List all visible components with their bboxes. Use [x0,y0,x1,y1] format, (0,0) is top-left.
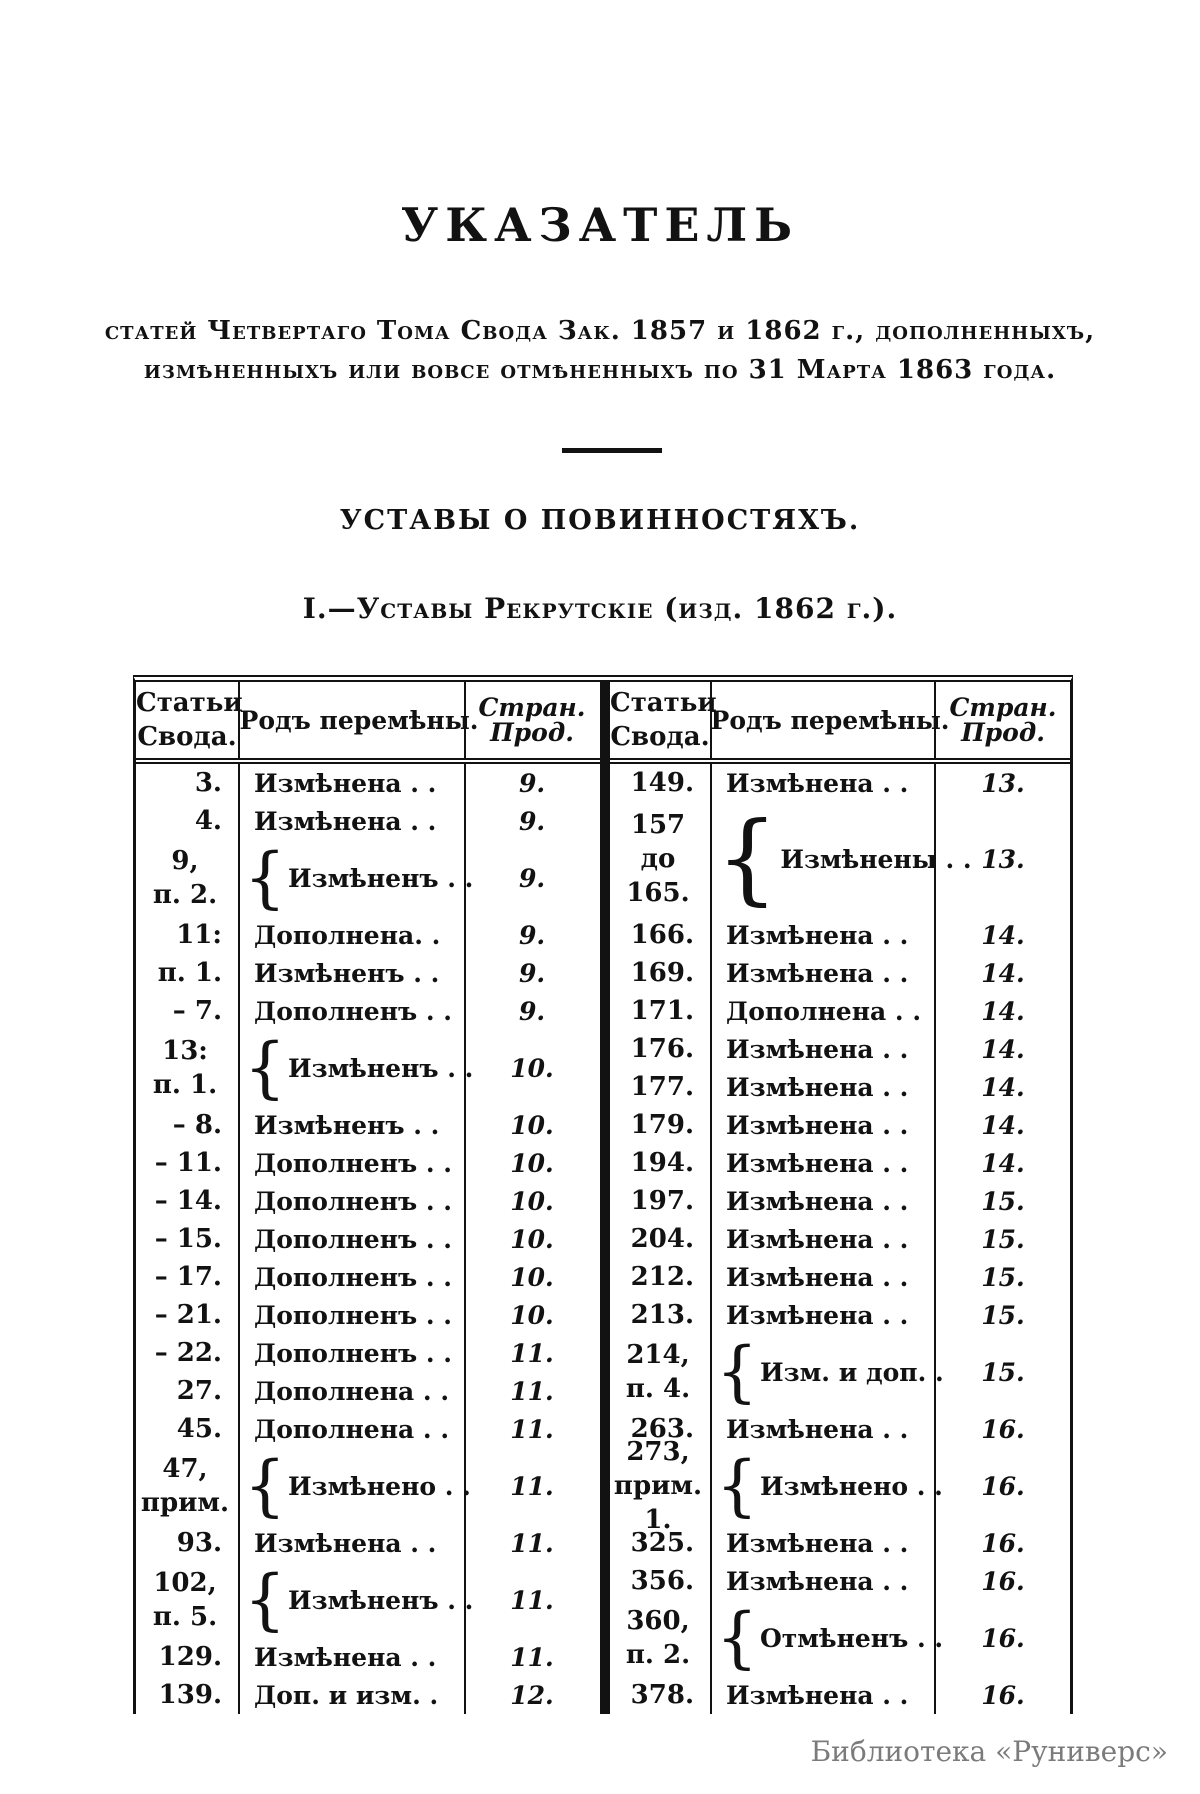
article-number-cell [610,1106,712,1144]
table-row [136,1524,600,1562]
article-number-line: 177. [630,1072,694,1102]
article-number-line: 360, [626,1606,690,1636]
article-number-line: 93. [176,1528,222,1558]
table-header-right [610,682,1070,764]
article-number-cell [136,1106,240,1144]
article-number-line: 169. [630,958,694,988]
change-type-label: Измѣненъ . . [288,863,474,893]
table-left-half [136,682,600,1714]
table-row [610,1106,1070,1144]
change-type-cell [712,954,936,992]
article-number-cell [610,1068,712,1106]
table-row [136,916,600,954]
page-number-cell: 10. [510,1148,554,1178]
page-number-cell: 15. [981,1262,1025,1292]
table-row [136,1144,600,1182]
page-number-cell: 14. [981,958,1025,988]
article-number-line: 176. [630,1034,694,1064]
article-number-cell [136,992,240,1030]
article-number-line: п. 4. [625,1374,691,1404]
change-type-cell [240,1410,466,1448]
article-number-line: п. 1. [152,1070,218,1100]
article-number-line: 378. [630,1680,694,1710]
table-row [610,1030,1070,1068]
change-type-cell [240,1258,466,1296]
table-row [610,1334,1070,1410]
table-row [610,992,1070,1030]
change-type-label: Доп. и изм. . [254,1680,439,1710]
library-watermark: Библиотека «Руниверс» [810,1735,1168,1768]
change-type-cell [240,764,466,802]
article-number-line: 149. [630,768,694,798]
table-row [610,1600,1070,1676]
subtitle-line-1: статей Четвертаго Тома Свода Зак. 1857 и 1862 г., дополненныхъ, [104,316,1096,346]
article-number-cell [136,1220,240,1258]
change-type-label: Измѣнена . . [726,1072,909,1102]
change-type-label: Измѣнены . . [780,844,972,874]
table-row [136,1220,600,1258]
article-number-cell [610,1437,712,1535]
change-type-cell [240,1676,466,1714]
article-number-cell [610,1030,712,1068]
article-number-line: до [640,844,676,874]
page-number-cell: 14. [981,1034,1025,1064]
change-type-cell [712,1030,936,1068]
page-number-cell: 16. [981,1471,1025,1501]
table-header-left [136,682,600,764]
table-row [610,1296,1070,1334]
article-number-cell [136,1296,240,1334]
change-type-cell: { Измѣненъ . . [240,1030,466,1106]
article-number-line: 204. [630,1224,694,1254]
change-type-label: Измѣнена . . [726,920,909,950]
change-type-label: Измѣненъ . . [254,958,440,988]
article-number-cell [136,1258,240,1296]
change-type-cell [712,1296,936,1334]
article-number-cell [136,1410,240,1448]
article-number-line: 179. [630,1110,694,1140]
article-number-cell [610,1296,712,1334]
article-number-line: – 15. [154,1224,222,1254]
article-number-cell [610,1182,712,1220]
subtitle-line-2: измѣненныхъ или вовсе отмѣненныхъ по 31 Марта 1863 года. [143,355,1057,385]
table-row [136,1258,600,1296]
article-number-cell [136,1676,240,1714]
table-body-left [136,764,600,1714]
document-subtitle [100,312,1100,390]
article-number-cell [136,916,240,954]
table-row [610,764,1070,802]
section-heading: УСТАВЫ О ПОВИННОСТЯХЪ. [339,505,861,536]
change-type-label: Отмѣненъ . . [760,1623,944,1653]
article-number-line: – 7. [172,996,222,1026]
article-number-cell [610,1600,712,1676]
table-row [610,1676,1070,1714]
table-right-half [610,682,1070,1714]
change-type-label: Измѣненъ . . [288,1053,474,1083]
article-number-line: 13: [162,1036,208,1066]
table-row [136,954,600,992]
change-type-label: Измѣнена . . [726,1528,909,1558]
change-type-label: Измѣнена . . [726,1262,909,1292]
article-number-line: 47, [162,1454,208,1484]
change-type-label: Измѣнена . . [726,1034,909,1064]
page-number-cell: 11. [510,1376,554,1406]
article-number-cell [136,1638,240,1676]
change-type-cell [712,1106,936,1144]
article-number-cell [610,954,712,992]
table-row [136,1562,600,1638]
change-type-label: Дополненъ . . [254,1148,452,1178]
change-type-label: Измѣнена . . [726,1224,909,1254]
article-number-line: – 17. [154,1262,222,1292]
table-row [610,954,1070,992]
article-number-cell [136,802,240,840]
change-type-cell [712,1524,936,1562]
subsection-heading: I.—Уставы Рекрутскіе (изд. 1862 г.). [302,592,898,625]
article-number-cell [610,1144,712,1182]
page-number-cell: 15. [981,1357,1025,1387]
change-type-label: Дополнена . . [254,1414,450,1444]
article-number-line: 171. [630,996,694,1026]
article-number-line: 3. [194,768,222,798]
change-type-cell [712,1068,936,1106]
table-row [136,1182,600,1220]
article-number-cell [610,1524,712,1562]
change-type-label: Изм. и доп. . [760,1357,944,1387]
article-number-line: – 14. [154,1186,222,1216]
table-row [610,1068,1070,1106]
article-number-line: прим. [140,1488,230,1518]
page-number-cell: 15. [981,1186,1025,1216]
page-number-cell: 14. [981,1072,1025,1102]
page-number-cell: 14. [981,996,1025,1026]
article-number-line: п. 2. [152,880,218,910]
header-page-column: Стран. Прод. [949,693,1057,747]
article-number-cell [610,802,712,916]
table-row [136,1410,600,1448]
article-number-line: прим. 1. [613,1471,703,1535]
article-number-line: 194. [630,1148,694,1178]
change-type-cell [712,1144,936,1182]
page-number-cell: 12. [510,1680,554,1710]
change-type-label: Дополненъ . . [254,1300,452,1330]
change-type-cell: { Отмѣненъ . . [712,1600,936,1676]
article-number-cell [610,1334,712,1410]
change-type-label: Измѣнена . . [726,768,909,798]
article-number-cell [610,1258,712,1296]
change-type-cell [712,1182,936,1220]
change-type-label: Измѣнена . . [726,1186,909,1216]
table-row [136,764,600,802]
table-center-divider [600,682,610,1714]
change-type-label: Дополненъ . . [254,1338,452,1368]
page-number-cell: 16. [981,1623,1025,1653]
article-number-cell [136,1448,240,1524]
page-title: УКАЗАТЕЛЬ [400,198,800,252]
page-number-cell: 13. [981,844,1025,874]
page-number-cell: 15. [981,1300,1025,1330]
header-change-column: Родъ перемѣны. [712,682,936,758]
page-number-cell: 11. [510,1471,554,1501]
page-number-cell: 10. [510,1053,554,1083]
table-row [136,1676,600,1714]
page-number-cell: 15. [981,1224,1025,1254]
page-number-cell: 16. [981,1528,1025,1558]
page-number-cell: 10. [510,1186,554,1216]
header-page-column: Стран. Прод. [478,693,586,747]
change-type-cell [712,916,936,954]
page-number-cell: 9. [518,806,546,836]
table-row [610,1144,1070,1182]
change-type-cell: { Измѣнены . . [712,802,936,916]
table-row [610,1562,1070,1600]
change-type-label: Измѣнена . . [726,1110,909,1140]
change-type-label: Измѣнена . . [254,806,437,836]
change-type-cell [240,1334,466,1372]
page-number-cell: 9. [518,863,546,893]
table-row [136,1296,600,1334]
page-number-cell: 14. [981,1110,1025,1140]
change-type-cell [240,1296,466,1334]
article-number-line: 197. [630,1186,694,1216]
table-row [136,1372,600,1410]
change-type-label: Измѣнена . . [726,958,909,988]
article-number-line: 212. [630,1262,694,1292]
article-number-line: п. 1. [157,958,222,988]
article-number-line: – 11. [154,1148,222,1178]
page-number-cell: 11. [510,1585,554,1615]
table-row [136,1106,600,1144]
article-number-line: 11: [176,920,222,950]
change-type-cell: { Измѣненъ . . [240,1562,466,1638]
change-type-cell: { Измѣненъ . . [240,840,466,916]
article-number-line: 139. [158,1680,222,1710]
article-number-cell [610,1220,712,1258]
change-type-label: Дополнена. . [254,920,441,950]
article-number-line: п. 5. [152,1602,218,1632]
table-body-right [610,764,1070,1714]
article-number-cell [610,992,712,1030]
change-type-label: Измѣнена . . [254,768,437,798]
change-type-label: Дополненъ . . [254,1262,452,1292]
table-row [610,802,1070,916]
page-number-cell: 11. [510,1338,554,1368]
change-type-label: Измѣнена . . [254,1528,437,1558]
article-number-line: 214, [626,1340,690,1370]
change-type-label: Дополненъ . . [254,1186,452,1216]
table-row [136,1334,600,1372]
change-type-cell [712,1410,936,1448]
table-row [610,1524,1070,1562]
change-type-label: Измѣнена . . [726,1566,909,1596]
page-number-cell: 10. [510,1110,554,1140]
article-number-cell [136,764,240,802]
change-type-label: Измѣнено . . [288,1471,471,1501]
change-type-cell [712,1258,936,1296]
page-number-cell: 10. [510,1300,554,1330]
change-type-label: Измѣненъ . . [288,1585,474,1615]
article-number-cell [610,1562,712,1600]
article-number-line: 213. [630,1300,694,1330]
article-number-line: – 21. [154,1300,222,1330]
change-type-label: Измѣнена . . [726,1414,909,1444]
article-number-line: 166. [630,920,694,950]
change-type-cell [240,992,466,1030]
article-number-line: 129. [158,1642,222,1672]
article-number-cell [136,1030,240,1106]
change-type-cell [240,1524,466,1562]
article-number-cell [136,954,240,992]
change-type-cell [712,1562,936,1600]
page-number-cell: 11. [510,1414,554,1444]
change-type-label: Измѣнена . . [726,1300,909,1330]
article-number-cell [136,1524,240,1562]
article-number-cell [136,1144,240,1182]
article-number-line: 356. [630,1566,694,1596]
change-type-cell [712,1676,936,1714]
header-article-column: Статьи Свода. [136,682,240,758]
page-number-cell: 9. [518,958,546,988]
change-type-cell [240,954,466,992]
page-number-cell: 11. [510,1642,554,1672]
change-type-label: Дополненъ . . [254,1224,452,1254]
header-article-column: Статьи Свода. [610,682,712,758]
change-type-label: Измѣнена . . [254,1642,437,1672]
page-number-cell: 16. [981,1680,1025,1710]
table-row [610,1437,1070,1535]
change-type-label: Измѣнена . . [726,1148,909,1178]
change-type-label: Дополнена . . [254,1376,450,1406]
change-type-cell: { Измѣнено . . [240,1448,466,1524]
article-number-cell [136,1562,240,1638]
table-row [136,802,600,840]
change-type-label: Измѣненъ . . [254,1110,440,1140]
article-number-line: п. 2. [625,1640,691,1670]
change-type-label: Измѣнено . . [760,1471,943,1501]
page-number-cell: 13. [981,768,1025,798]
change-type-label: Измѣнена . . [726,1680,909,1710]
page-number-cell: 14. [981,1148,1025,1178]
article-number-line: 165. [626,878,690,908]
page-number-cell: 16. [981,1566,1025,1596]
article-number-line: 4. [194,806,222,836]
table-row [610,1182,1070,1220]
article-number-cell [610,1676,712,1714]
table-row [610,1220,1070,1258]
article-number-cell [136,1372,240,1410]
change-type-label: Дополнена . . [726,996,922,1026]
page-number-cell: 9. [518,996,546,1026]
change-type-cell [712,764,936,802]
change-type-cell [240,1182,466,1220]
table-row [136,992,600,1030]
divider-rule [562,448,662,453]
change-type-cell [240,916,466,954]
change-type-cell: { Измѣнено . . [712,1448,936,1524]
table-row [136,840,600,916]
change-type-label: Дополненъ . . [254,996,452,1026]
change-type-cell [240,802,466,840]
table-row [610,1258,1070,1296]
article-number-line: – 8. [172,1110,222,1140]
table-row [610,916,1070,954]
change-type-cell [712,1220,936,1258]
change-type-cell [240,1372,466,1410]
article-number-cell [610,916,712,954]
table-row [136,1638,600,1676]
table-row [136,1030,600,1106]
article-number-line: 273, [626,1437,690,1467]
page-number-cell: 10. [510,1224,554,1254]
table-row [136,1448,600,1524]
page-number-cell: 16. [981,1414,1025,1444]
article-number-line: 263. [630,1414,694,1444]
change-type-cell [240,1220,466,1258]
header-change-column: Родъ перемѣны. [240,682,466,758]
article-number-line: 325. [630,1528,694,1558]
change-type-cell [240,1106,466,1144]
article-number-cell [136,1182,240,1220]
article-number-cell [610,764,712,802]
change-type-cell [240,1144,466,1182]
page-number-cell: 9. [518,920,546,950]
article-number-line: – 22. [154,1338,222,1368]
article-number-cell [136,840,240,916]
page-number-cell: 9. [518,768,546,798]
page-number-cell: 11. [510,1528,554,1558]
page-number-cell: 14. [981,920,1025,950]
article-number-line: 27. [176,1376,222,1406]
article-number-line: 9, [171,846,199,876]
page-number-cell: 10. [510,1262,554,1292]
article-number-line: 157 [630,810,686,840]
article-number-cell [136,1334,240,1372]
article-number-line: 45. [176,1414,222,1444]
change-type-cell [712,992,936,1030]
change-type-cell: { Изм. и доп. . [712,1334,936,1410]
change-type-cell [240,1638,466,1676]
index-table [133,675,1073,1714]
article-number-line: 102, [153,1568,217,1598]
